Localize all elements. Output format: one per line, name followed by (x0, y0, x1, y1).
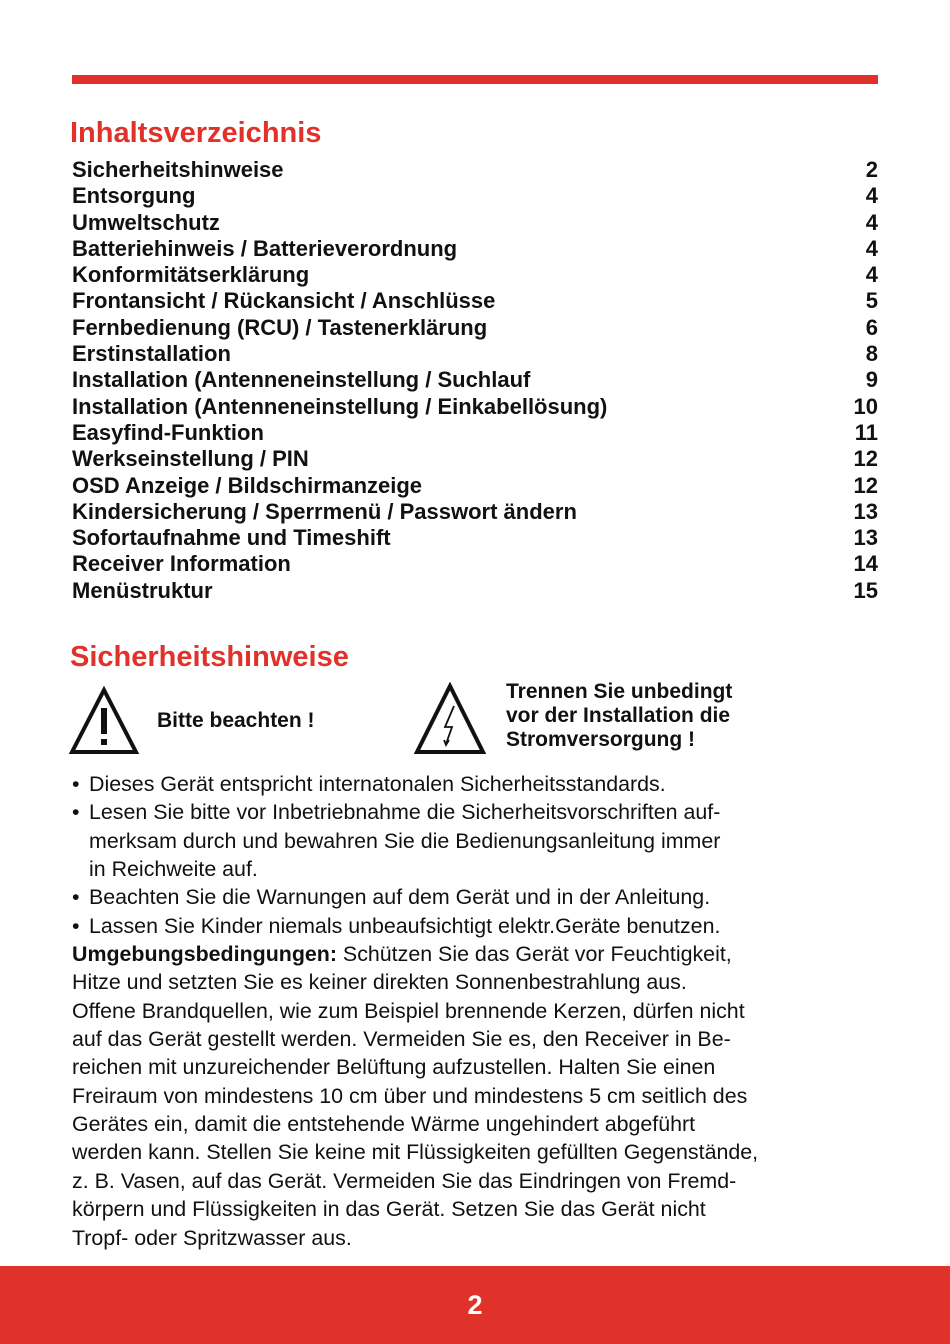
safety-body (72, 770, 888, 1252)
warning-power (414, 682, 732, 756)
safety-bullet-line: Lassen Sie Kinder niemals unbeaufsichtigt elektr.Geräte benutzen. (89, 913, 721, 938)
toc-entry-label: Entsorgung (72, 183, 196, 209)
exclamation-warning-icon (69, 686, 139, 756)
toc-entry-label: Konformitätserklärung (72, 262, 310, 288)
toc-entry-label: Fernbedienung (RCU) / Tastenerklärung (72, 314, 488, 340)
environment-line: z. B. Vasen, auf das Gerät. Vermeiden Sie das Eindringen von Fremd- (72, 1168, 737, 1193)
toc-entry-page: 13 (853, 498, 878, 524)
toc-entry-label: Easyfind-Funktion (72, 419, 264, 445)
environment-line: werden kann. Stellen Sie keine mit Flüssigkeiten gefüllten Gegenstände, (72, 1140, 759, 1165)
toc-entry-page: 4 (865, 183, 878, 209)
toc-entry (72, 473, 878, 499)
warning-power-line: Trennen Sie unbedingt (506, 680, 733, 703)
safety-bullet-line: Dieses Gerät entspricht internatonalen Sicherheitsstandards. (89, 772, 666, 796)
toc-entry-label: Installation (Antenneneinstellung / Einkabellösung) (72, 393, 608, 419)
safety-bullet (72, 798, 888, 883)
toc-entry (72, 420, 878, 446)
toc-entry (72, 499, 878, 525)
toc-entry-page: 6 (865, 314, 878, 340)
toc-entry (72, 236, 878, 262)
toc-entry (72, 446, 878, 472)
toc-entry-label: Batteriehinweis / Batterieverordnung (72, 235, 458, 261)
environment-first-line-text: Schützen Sie das Gerät vor Feuchtigkeit, (336, 942, 732, 967)
toc-entry (72, 578, 878, 604)
toc-entry-page: 10 (853, 393, 878, 419)
toc-entry (72, 183, 878, 209)
environment-first-line (72, 940, 888, 968)
environment-label: Umgebungsbedingungen: (72, 942, 337, 967)
safety-bullet-line: Lesen Sie bitte vor Inbetriebnahme die Sicherheitsvorschriften auf- (89, 800, 721, 825)
environment-line: körpern und Flüssigkeiten in das Gerät. Setzen Sie das Gerät nicht (72, 1197, 706, 1222)
environment-line: Freiraum von mindestens 10 cm über und mindestens 5 cm seitlich des (72, 1083, 748, 1108)
environment-paragraph (72, 940, 888, 1252)
toc-entry-page: 4 (865, 235, 878, 261)
toc-entry-label: Kindersicherung / Sperrmenü / Passwort ändern (72, 498, 577, 524)
safety-heading: Sicherheitshinweise (70, 641, 349, 673)
toc-entry-page: 4 (865, 262, 878, 288)
toc-entry-page: 5 (865, 288, 878, 314)
top-accent-rule (72, 75, 878, 84)
table-of-contents (72, 157, 878, 604)
toc-entry (72, 525, 878, 551)
toc-entry-label: Frontansicht / Rückansicht / Anschlüsse (72, 288, 496, 314)
toc-entry-label: Menüstruktur (72, 577, 213, 603)
toc-entry-page: 4 (865, 209, 878, 235)
toc-entry-label: Sofortaufnahme und Timeshift (72, 525, 391, 551)
warning-general (69, 686, 315, 756)
bullet-dot: • (72, 913, 80, 938)
environment-line: Gerätes ein, damit die entstehende Wärme ungehindert abgeführt (72, 1112, 696, 1137)
toc-entry-page: 12 (853, 446, 878, 472)
safety-bullet-list (72, 770, 888, 940)
toc-entry (72, 157, 878, 183)
toc-entry (72, 288, 878, 314)
toc-entry-label: Umweltschutz (72, 209, 220, 235)
toc-entry-page: 2 (865, 157, 878, 182)
toc-entry (72, 210, 878, 236)
safety-bullet-line: merksam durch und bewahren Sie die Bedienungsanleitung immer (89, 828, 721, 853)
bullet-dot: • (72, 885, 80, 910)
toc-entry-label: OSD Anzeige / Bildschirmanzeige (72, 472, 423, 498)
page-number: 2 (467, 1289, 483, 1320)
environment-line: Tropf- oder Spritzwasser aus. (72, 1225, 352, 1250)
toc-entry-label: Receiver Information (72, 551, 291, 577)
toc-entry (72, 341, 878, 367)
toc-entry-page: 15 (853, 577, 878, 603)
toc-entry (72, 262, 878, 288)
toc-entry (72, 394, 878, 420)
toc-entry-label: Werkseinstellung / PIN (72, 446, 309, 472)
toc-heading: Inhaltsverzeichnis (70, 117, 322, 149)
safety-bullet (72, 770, 888, 798)
bullet-dot: • (72, 772, 80, 796)
environment-line: reichen mit unzureichender Belüftung aufzustellen. Halten Sie einen (72, 1055, 716, 1080)
environment-line: Offene Brandquellen, wie zum Beispiel brennende Kerzen, dürfen nicht (72, 998, 745, 1023)
warning-power-line: Stromversorgung ! (506, 728, 696, 751)
toc-entry-page: 8 (865, 341, 878, 367)
toc-entry-label: Sicherheitshinweise (72, 157, 284, 182)
warning-power-text (506, 680, 732, 752)
toc-entry-label: Installation (Antenneneinstellung / Suchlauf (72, 367, 531, 393)
bullet-dot: • (72, 800, 80, 825)
environment-line: auf das Gerät gestellt werden. Vermeiden Sie es, den Receiver in Be- (72, 1027, 731, 1052)
footer-bar (0, 1266, 950, 1344)
environment-line: Hitze und setzten Sie es keiner direkten Sonnenbestrahlung aus. (72, 970, 687, 995)
toc-entry-page: 14 (853, 551, 878, 577)
toc-entry (72, 367, 878, 393)
electric-shock-warning-icon (414, 682, 486, 756)
toc-entry-page: 13 (853, 525, 878, 551)
toc-entry (72, 551, 878, 577)
warning-general-text: Bitte beachten ! (157, 709, 315, 732)
safety-bullet (72, 912, 888, 940)
toc-entry (72, 315, 878, 341)
toc-entry-page: 12 (853, 472, 878, 498)
toc-entry-page: 11 (854, 419, 878, 445)
safety-bullet-line: in Reichweite auf. (89, 857, 258, 882)
warning-power-line: vor der Installation die (506, 704, 731, 727)
safety-bullet (72, 883, 888, 911)
safety-bullet-line: Beachten Sie die Warnungen auf dem Gerät und in der Anleitung. (89, 885, 711, 910)
toc-entry-label: Erstinstallation (72, 341, 231, 367)
toc-entry-page: 9 (865, 367, 878, 393)
